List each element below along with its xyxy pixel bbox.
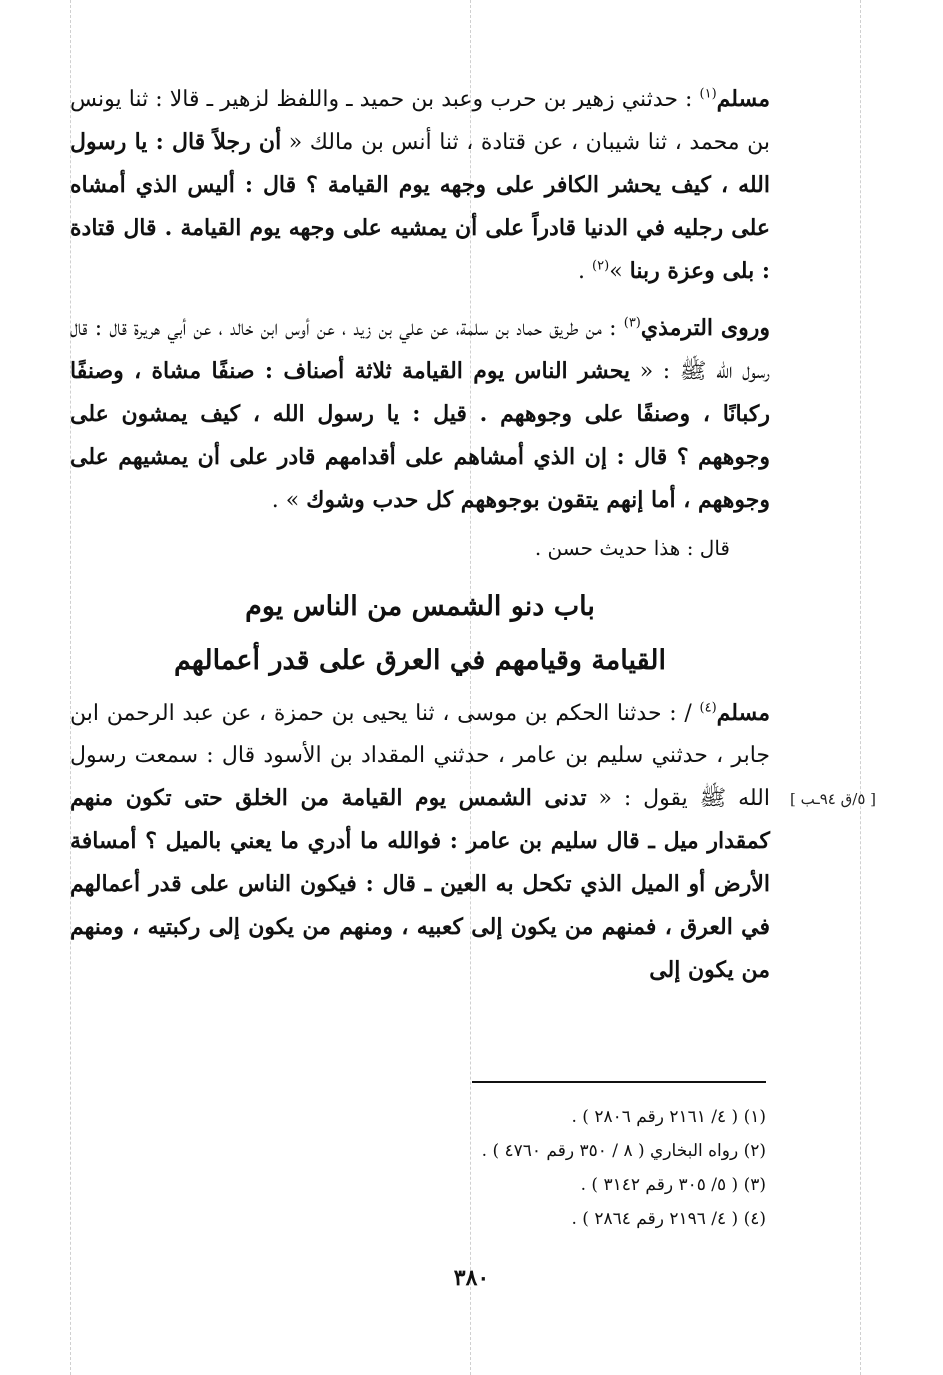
isnad-text: : حدثني زهير بن حرب وعبد بن حميد ـ واللفظ لزهير ـ قالا : ثنا يونس بن محمد ، ثنا شيبان ، عن قتادة ، ثنا أنس بن مالك « xyxy=(70,87,770,155)
source-name: مسلم xyxy=(716,86,770,112)
paragraph-muslim-1 xyxy=(70,78,770,293)
hadith-text: تدنى الشمس يوم القيامة من الخلق حتى تكون منهم كمقدار ميل ـ قال سليم بن عامر : فوالله ما أدري ما يعني بالميل ؟ أمسافة الأرض أو الميل الذي تكحل به العين ـ قال : فيكون الناس على قدر أعمالهم في العرق ، فمنهم من يكون إلى كعبيه ، ومنهم من يكون إلى ركبتيه ، ومنهم من يكون إلى xyxy=(70,785,770,983)
footnote-ref: (٢) xyxy=(592,258,610,274)
footnote-3: (٣) ( ٥/ ٣٠٥ رقم ٣١٤٢ ) . xyxy=(580,1175,766,1195)
page-number: ٣٨٠ xyxy=(453,1265,490,1291)
isnad-text: : من طريق حماد بن سلمة، عن علي بن زيد ، عن أوس ابن خالد ، عن أبي هريرة قال : قال رسول الله ﷺ : « xyxy=(70,316,770,384)
source-name: مسلم xyxy=(716,700,770,726)
chapter-heading-line-1: باب دنو الشمس من الناس يوم xyxy=(245,591,595,622)
footnote-ref: (٤) xyxy=(699,700,717,716)
hadith-text: أن رجلاً قال : يا رسول الله ، كيف يحشر الكافر على وجهه يوم القيامة ؟ قال : أليس الذي أمشاه على رجليه في الدنيا قادراً على أن يمشيه على وجهه يوم القيامة . قال قتادة : بلى وعزة ربنا xyxy=(70,129,770,284)
footnote-separator xyxy=(472,1081,766,1083)
quote-close: » . xyxy=(271,488,307,513)
grading-note: قال : هذا حديث حسن . xyxy=(534,536,730,560)
source-name: وروى الترمذي xyxy=(640,315,770,341)
footnote-1: (١) ( ٤/ ٢١٦١ رقم ٢٨٠٦ ) . xyxy=(571,1107,766,1127)
isnad-text: / : حدثنا الحكم بن موسى ، ثنا يحيى بن حمزة ، عن عبد الرحمن ابن جابر ، حدثني سليم بن عامر ، حدثني المقداد بن الأسود قال : سمعت رسول الله ﷺ يقول : « xyxy=(70,701,770,811)
hadith-text: يحشر الناس يوم القيامة ثلاثة أصناف : صنفًا مشاة ، وصنفًا ركبانًا ، وصنفًا على وجوههم . قيل : يا رسول الله ، كيف يمشون على وجوههم ؟ قال : إن الذي أمشاهم على أقدامهم قادر على أن يمشيهم على وجوههم ، أما إنهم يتقون بوجوههم كل حدب وشوك xyxy=(70,358,770,513)
footnote-4: (٤) ( ٤/ ٢١٩٦ رقم ٢٨٦٤ ) . xyxy=(571,1209,766,1229)
guide-line xyxy=(860,0,861,1375)
footnotes xyxy=(300,1100,766,1236)
paragraph-muslim-2 xyxy=(70,692,770,992)
quote-close: » xyxy=(609,259,630,284)
footnote-2: (٢) رواه البخاري ( ٨ / ٣٥٠ رقم ٤٧٦٠ ) . xyxy=(481,1141,766,1161)
manuscript-folio-note: [ ٥/ق ٩٤ـب ] xyxy=(790,790,877,808)
paragraph-tirmidhi xyxy=(70,307,770,522)
chapter-heading xyxy=(70,580,770,688)
footnote-ref: (١) xyxy=(699,86,717,102)
page-body xyxy=(70,78,770,992)
period: . xyxy=(578,259,593,284)
chapter-heading-line-2: القيامة وقيامهم في العرق على قدر أعمالهم xyxy=(173,645,667,676)
footnote-ref: (٣) xyxy=(623,315,641,331)
